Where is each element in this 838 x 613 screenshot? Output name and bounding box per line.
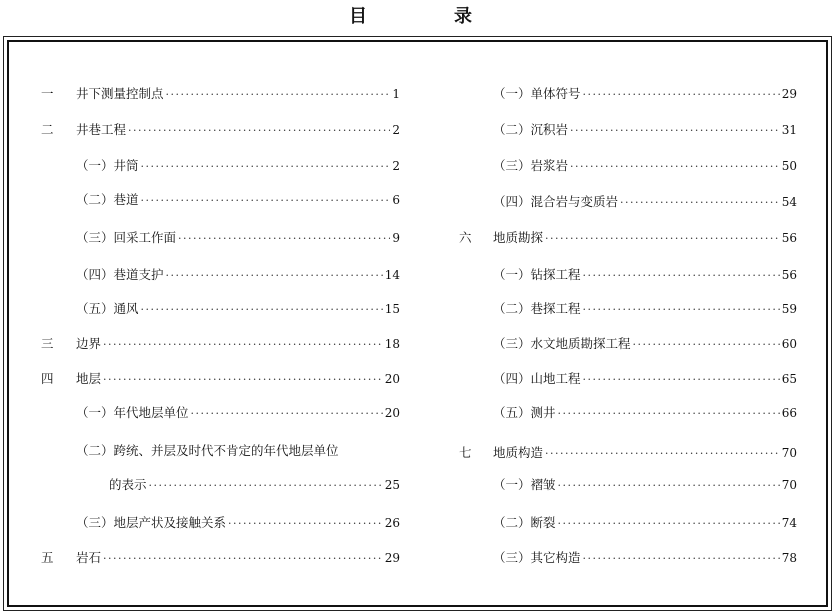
toc-dot-leader	[166, 86, 391, 103]
toc-entry-label: （二）跨统、并层及时代不肯定的年代地层单位	[76, 443, 339, 458]
toc-page-number: 29	[384, 551, 400, 565]
toc-dot-leader	[545, 445, 780, 462]
toc-entry	[41, 476, 400, 494]
toc-page-number: 59	[781, 302, 797, 316]
toc-page-number: 56	[781, 231, 797, 245]
toc-dot-leader	[583, 301, 780, 318]
toc-dot-leader	[128, 122, 390, 139]
toc-entry-label: （四）混合岩与变质岩	[493, 194, 619, 209]
toc-section-number: 七	[459, 445, 472, 460]
toc-entry	[459, 229, 797, 247]
toc-entry-label: （一）年代地层单位	[76, 405, 189, 420]
toc-dot-leader	[633, 336, 780, 353]
toc-page-number: 14	[384, 268, 400, 282]
toc-dot-leader	[149, 477, 383, 494]
toc-dot-leader	[103, 550, 383, 567]
toc-entry-label: 地质构造	[493, 445, 544, 460]
toc-entry	[459, 300, 797, 318]
page-title	[0, 2, 838, 28]
toc-dot-leader	[103, 371, 383, 388]
toc-entry-label: 井下测量控制点	[76, 86, 164, 101]
toc-page-number: 74	[781, 516, 797, 530]
toc-page-number: 70	[781, 446, 797, 460]
toc-dot-leader	[558, 515, 780, 532]
toc-entry	[459, 193, 797, 211]
toc-entry	[459, 476, 797, 494]
toc-page-number: 2	[392, 159, 400, 173]
toc-page-number: 56	[781, 268, 797, 282]
toc-entry-label: 地质勘探	[493, 230, 544, 245]
toc-section-number: 五	[41, 550, 54, 565]
toc-dot-leader	[558, 405, 780, 422]
toc-section-number: 一	[41, 86, 54, 101]
page-title-part2: 录	[454, 6, 472, 27]
toc-entry	[41, 157, 400, 175]
toc-section-number: 二	[41, 122, 54, 137]
toc-page-number: 2	[392, 123, 400, 137]
toc-entry	[41, 85, 400, 103]
toc-dot-leader	[570, 158, 780, 175]
toc-entry-label: 井巷工程	[76, 122, 127, 137]
toc-entry	[41, 266, 400, 284]
toc-entry-label: （三）水文地质勘探工程	[493, 336, 631, 351]
toc-page-number: 18	[384, 337, 400, 351]
toc-dot-leader	[141, 301, 383, 318]
toc-entry-label: （二）沉积岩	[493, 122, 569, 137]
toc-entry	[459, 370, 797, 388]
toc-entry	[41, 229, 400, 247]
toc-entry-label: （一）钻探工程	[493, 267, 581, 282]
toc-page-number: 15	[384, 302, 400, 316]
toc-entry	[459, 85, 797, 103]
toc-dot-leader	[570, 122, 780, 139]
toc-entry-label: （一）单体符号	[493, 86, 581, 101]
toc-page-number: 25	[384, 478, 400, 492]
toc-entry-label: （三）其它构造	[493, 550, 581, 565]
toc-entry	[41, 335, 400, 353]
toc-entry	[41, 514, 400, 532]
toc-page-number: 60	[781, 337, 797, 351]
toc-dot-leader	[583, 550, 780, 567]
toc-dot-leader	[166, 267, 383, 284]
toc-entry	[41, 121, 400, 139]
toc-entry-label: （三）回采工作面	[76, 230, 177, 245]
toc-entry	[41, 191, 400, 209]
toc-entry	[41, 404, 400, 422]
toc-page-number: 65	[781, 372, 797, 386]
toc-entry	[41, 300, 400, 318]
toc-page-number: 31	[781, 123, 797, 137]
toc-page-number: 6	[392, 193, 400, 207]
toc-entry-label: （三）岩浆岩	[493, 158, 569, 173]
toc-page-number: 66	[781, 406, 797, 420]
toc-entry	[459, 404, 797, 422]
toc-dot-leader	[141, 158, 391, 175]
toc-entry-label: （一）褶皱	[493, 477, 556, 492]
toc-entry	[459, 549, 797, 567]
toc-entry-label: 岩石	[76, 550, 102, 565]
toc-entry	[459, 444, 797, 462]
toc-entry-label: （四）山地工程	[493, 371, 581, 386]
toc-section-number: 六	[459, 230, 472, 245]
toc-entry-label: （五）通风	[76, 301, 139, 316]
toc-entry-label: （五）测井	[493, 405, 556, 420]
toc-section-number: 三	[41, 336, 54, 351]
toc-dot-leader	[103, 336, 383, 353]
toc-dot-leader	[191, 405, 383, 422]
toc-entry-label: 地层	[76, 371, 102, 386]
toc-entry-label: 边界	[76, 336, 102, 351]
toc-page-number: 78	[781, 551, 797, 565]
toc-page-number: 1	[392, 87, 400, 101]
toc-entry-label: 的表示	[109, 477, 147, 492]
toc-dot-leader	[228, 515, 383, 532]
page-title-part1: 目	[349, 6, 367, 27]
toc-entry-label: （一）井筒	[76, 158, 139, 173]
toc-dot-leader	[178, 230, 390, 247]
toc-entry	[459, 514, 797, 532]
toc-page-number: 29	[781, 87, 797, 101]
toc-page-number: 9	[392, 231, 400, 245]
toc-entry	[459, 266, 797, 284]
toc-entry-label: （四）巷道支护	[76, 267, 164, 282]
toc-page-number: 20	[384, 406, 400, 420]
toc-entry	[41, 442, 400, 460]
toc-page-number: 54	[781, 195, 797, 209]
toc-dot-leader	[583, 86, 780, 103]
toc-dot-leader	[620, 194, 780, 211]
toc-entry	[41, 370, 400, 388]
toc-dot-leader	[583, 371, 780, 388]
toc-entry	[41, 549, 400, 567]
toc-entry-label: （二）巷道	[76, 192, 139, 207]
toc-dot-leader	[583, 267, 780, 284]
toc-dot-leader	[558, 477, 780, 494]
toc-page-number: 50	[781, 159, 797, 173]
toc-entry	[459, 157, 797, 175]
toc-entry-label: （二）巷探工程	[493, 301, 581, 316]
toc-dot-leader	[545, 230, 780, 247]
toc-section-number: 四	[41, 371, 54, 386]
toc-entry	[459, 335, 797, 353]
toc-entry-label: （二）断裂	[493, 515, 556, 530]
toc-page-number: 26	[384, 516, 400, 530]
toc-page-number: 20	[384, 372, 400, 386]
toc-dot-leader	[141, 192, 391, 209]
toc-entry	[459, 121, 797, 139]
toc-entry-label: （三）地层产状及接触关系	[76, 515, 227, 530]
toc-page-number: 70	[781, 478, 797, 492]
